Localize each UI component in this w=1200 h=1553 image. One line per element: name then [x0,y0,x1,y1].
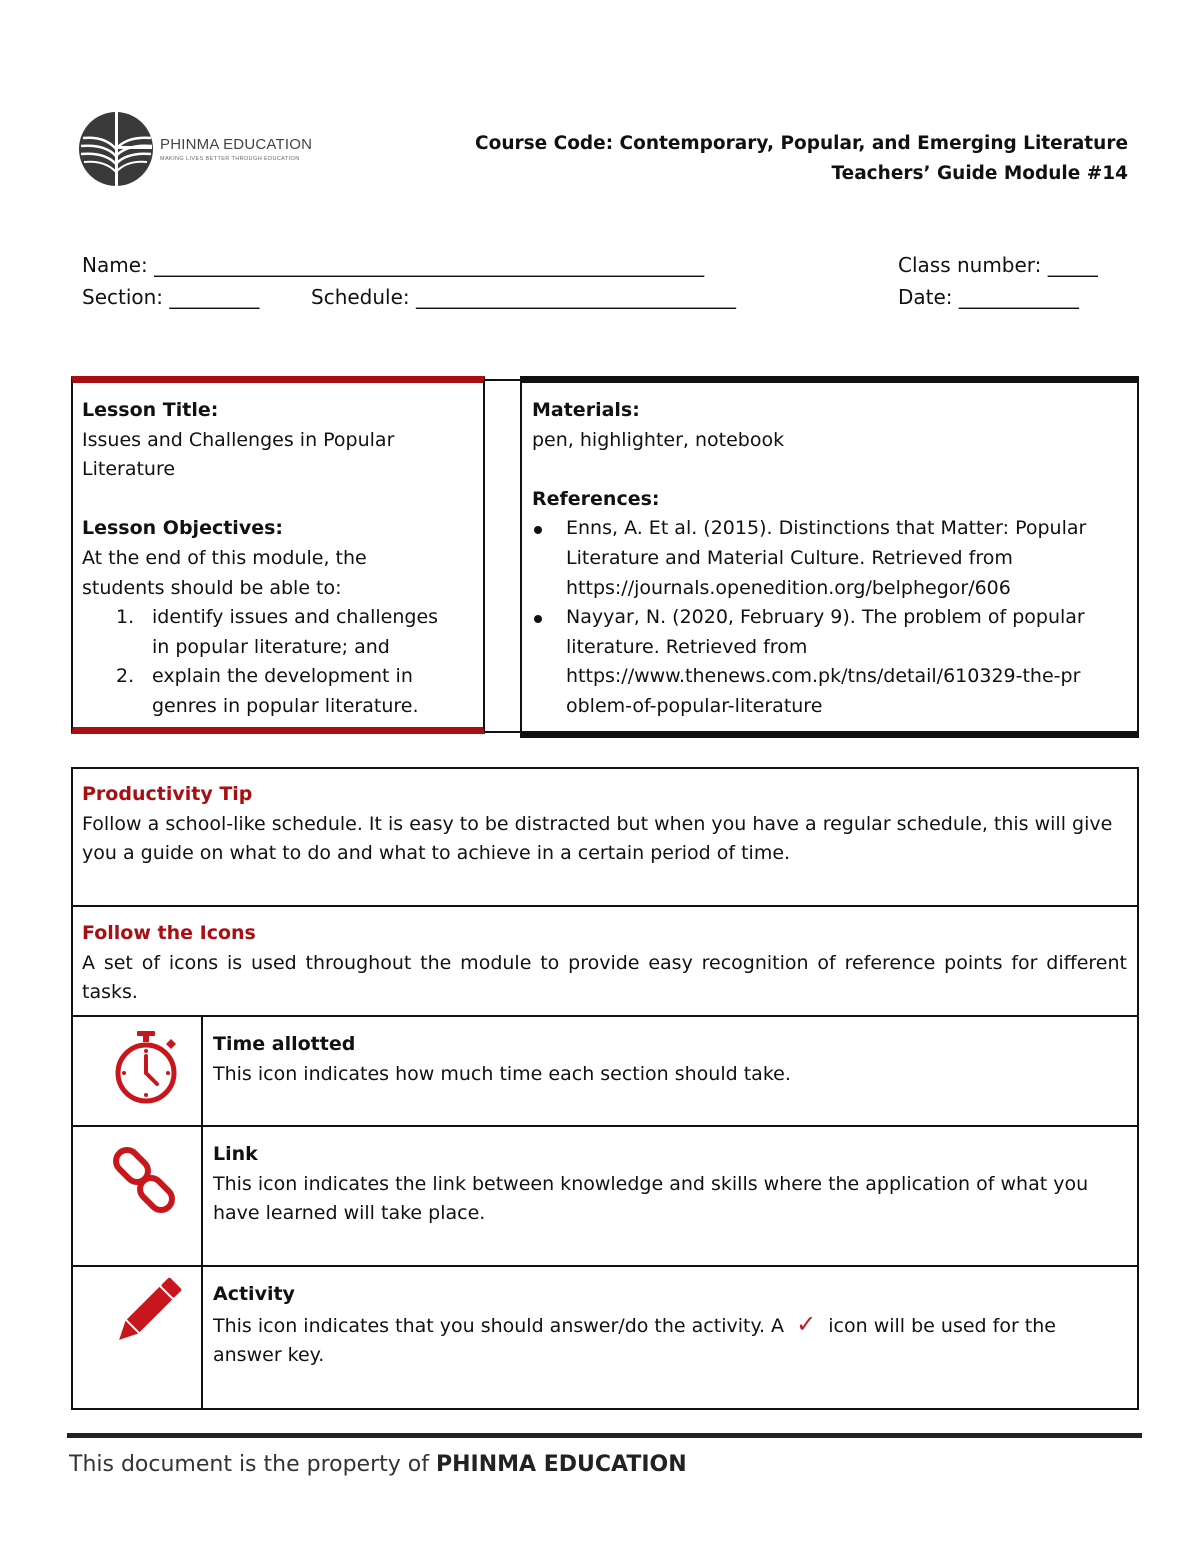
objectives-intro1: At the end of this module, the [82,546,367,569]
bullet-icon [534,615,542,623]
link-desc: This icon indicates the link between knowledge and skills where the application of what you have learned will take place. [213,1172,1089,1225]
icon-row-activity [213,1280,1118,1371]
pencil-icon [108,1275,184,1351]
reference-link[interactable]: https://www.thenews.com.pk/tns/detail/610329-the-pr [566,665,1081,688]
objectives-label: Lesson Objectives: [82,517,283,540]
stopwatch-icon [108,1030,184,1106]
link-icon [108,1145,184,1221]
references-label: References: [532,487,660,510]
box-connector-bottom [485,731,520,733]
box-connector-top [485,379,520,381]
course-code-heading: Course Code: Contemporary, Popular, and Emerging Literature [475,133,1128,154]
icons-body: A set of icons is used throughout the module to provide easy recognition of reference points for different tasks. [82,951,1127,1004]
lesson-title-label: Lesson Title: [82,399,219,421]
footer-note [69,1452,687,1477]
footer-rule [67,1433,1142,1438]
reference-link[interactable]: https://journals.openedition.org/belphegor/606 [566,576,1011,599]
module-heading: Teachers’ Guide Module #14 [831,163,1128,184]
time-allotted-title: Time allotted [213,1033,356,1055]
tip-body: Follow a school-like schedule. It is easy to be distracted but when you have a regular schedule, this will give you a guide on what to do and what to achieve in a certain period of time. [82,812,1113,865]
date-field[interactable]: Date: ____________ [898,285,1079,309]
footer-brand: PHINMA EDUCATION [435,1452,687,1477]
lesson-title-line2: Literature [82,458,176,481]
table-column-divider [201,1015,203,1409]
productivity-tip [82,780,1127,869]
table-divider [71,1125,1139,1127]
objectives-intro2: students should be able to: [82,576,342,599]
table-divider [71,905,1139,907]
icons-heading: Follow the Icons [82,922,256,944]
activity-desc: This icon indicates that you should answer/do the activity. A ✓ icon will be used for the answer key. [213,1309,1056,1367]
reference-item: Enns, A. Et al. (2015). Distinctions that Matter: Popular Literature and Material Culture. Retrieved from https://journals.openedition.org/belphegor/606 [532,514,1128,603]
lesson-title-line1: Issues and Challenges in Popular [82,428,395,451]
objective-item: 1. identify issues and challenges in popular literature; and [116,606,439,658]
bullet-icon [534,526,542,534]
icon-row-link [213,1140,1118,1229]
reference-link-cont[interactable]: oblem-of-popular-literature [566,694,823,717]
activity-title: Activity [213,1283,295,1305]
logo-tagline: MAKING LIVES BETTER THROUGH EDUCATION [160,156,300,162]
icons-intro [82,919,1127,1008]
link-title: Link [213,1143,258,1165]
name-field[interactable]: Name: _______________________________________________________ [82,253,705,277]
table-divider [71,1015,1139,1017]
materials-label: Materials: [532,399,640,421]
time-allotted-desc: This icon indicates how much time each section should take. [213,1062,791,1085]
lesson-content [82,396,462,722]
footer-text: This document is the property of [69,1452,429,1477]
class-number-field[interactable]: Class number: _____ [898,253,1098,277]
table-divider [71,1265,1139,1267]
tip-heading: Productivity Tip [82,783,253,805]
logo-name: PHINMA EDUCATION [160,136,313,153]
section-field[interactable]: Section: _________ [82,285,260,309]
materials-list: pen, highlighter, notebook [532,428,785,451]
reference-item: Nayyar, N. (2020, February 9). The problem of popular literature. Retrieved from https://www.thenews.com.pk/tns/detail/610329-the-pr oblem-of-popular-literature [532,603,1128,721]
schedule-field[interactable]: Schedule: ________________________________ [311,285,736,309]
materials-content [532,396,1128,722]
icon-row-time [213,1030,1118,1089]
objective-item: 2. explain the development in genres in popular literature. [116,665,419,717]
checkmark-icon: ✓ [796,1309,817,1338]
